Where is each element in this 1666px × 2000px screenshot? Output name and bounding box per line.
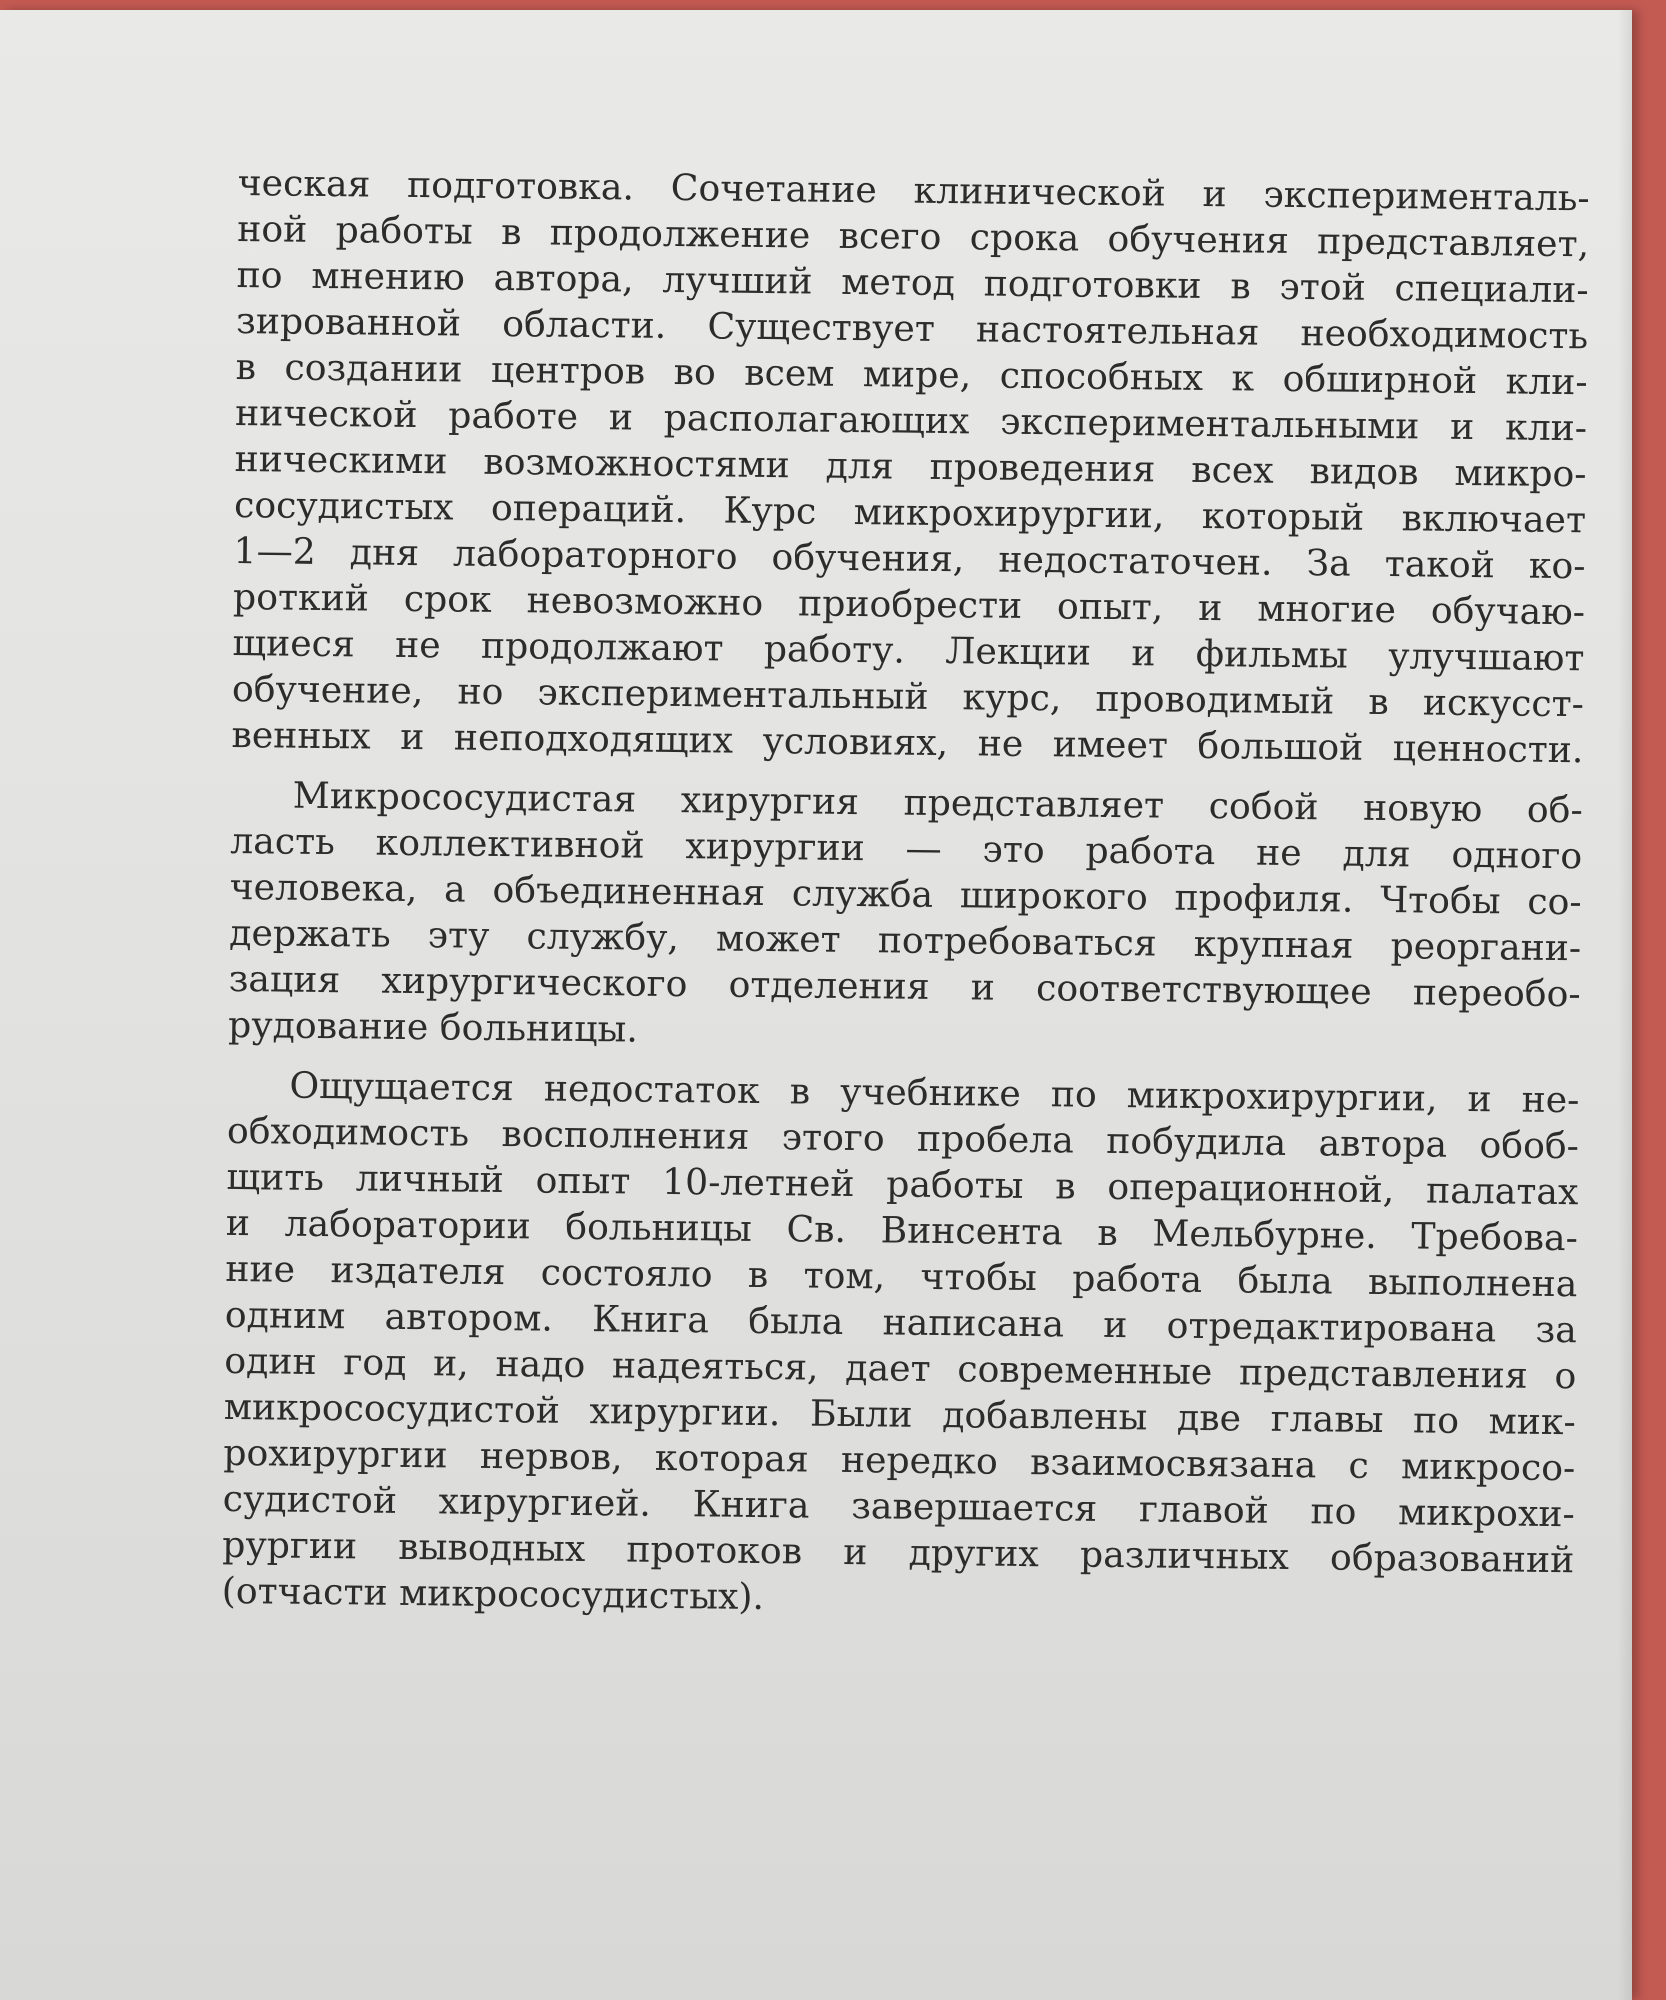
text-line: 1—2 дня лабораторного обучения, недостаточен. За такой ко- <box>233 528 1586 588</box>
text-line: держать эту службу, может потребоваться крупная реоргани- <box>228 910 1582 970</box>
text-line: по мнению автора, лучший метод подготовки в этой специали- <box>236 252 1589 312</box>
text-line: венных и неподходящих условиях, не имеет большой ценности. <box>231 712 1584 772</box>
text-line: зация хирургического отделения и соответствующее переобо- <box>228 956 1581 1016</box>
text-line: человека, а объединенная служба широкого профиля. Чтобы со- <box>229 864 1582 924</box>
text-line: обучение, но экспериментальный курс, проводимый в искусст- <box>231 666 1585 726</box>
text-line: одним автором. Книга была написана и отредактирована за <box>224 1292 1578 1352</box>
text-line: зированной области. Существует настоятельная необходимость <box>235 298 1589 358</box>
text-line: щиеся не продолжают работу. Лекции и фильмы улучшают <box>232 620 1585 680</box>
text-line: сосудистых операций. Курс микрохирургии, который включает <box>233 482 1587 542</box>
text-line: рохирургии нервов, которая нередко взаимосвязана с микросо- <box>223 1430 1576 1490</box>
text-line: судистой хирургией. Книга завершается главой по микрохи- <box>222 1476 1575 1536</box>
paragraph-3 <box>222 1062 1580 1629</box>
page-edge-shadow <box>1618 10 1632 2000</box>
text-line: роткий срок невозможно приобрести опыт, и многие обучаю- <box>232 574 1586 634</box>
text-line: ческая подготовка. Сочетание клинической и эксперименталь- <box>237 160 1590 220</box>
text-line: Микрососудистая хирургия представляет собой новую об- <box>292 773 1583 832</box>
text-line: микрососудистой хирургии. Были добавлены две главы по мик- <box>223 1384 1577 1444</box>
text-line: ние издателя состояло в том, чтобы работа была выполнена <box>225 1246 1578 1306</box>
body-text <box>222 160 1590 1629</box>
text-line: рургии выводных протоков и других различных образований <box>222 1522 1575 1582</box>
text-line: нической работе и располагающих экспериментальными и кли- <box>234 390 1588 450</box>
text-line: один год и, надо надеяться, дает современные представления о <box>224 1338 1577 1398</box>
text-line: ласть коллективной хирургии — это работа не для одного <box>230 818 1583 878</box>
text-line: (отчасти микрососудистых). <box>221 1568 765 1619</box>
text-line: в создании центров во всем мире, способных к обширной кли- <box>235 344 1588 404</box>
book-page <box>0 10 1632 2000</box>
text-line: и лаборатории больницы Св. Винсента в Мельбурне. Требова- <box>225 1200 1579 1260</box>
text-line: щить личный опыт 10-летней работы в операционной, палатах <box>226 1154 1579 1214</box>
paragraph-1 <box>231 160 1590 773</box>
text-line: рудование больницы. <box>227 1002 639 1051</box>
text-line: ническими возможностями для проведения всех видов микро- <box>234 436 1587 496</box>
text-line: Ощущается недостаток в учебнике по микрохирургии, и не- <box>289 1063 1580 1122</box>
paragraph-2 <box>228 772 1583 1063</box>
text-line: обходимость восполнения этого пробела побудила автора обоб- <box>226 1108 1580 1168</box>
text-line: ной работы в продолжение всего срока обучения представляет, <box>236 206 1590 266</box>
